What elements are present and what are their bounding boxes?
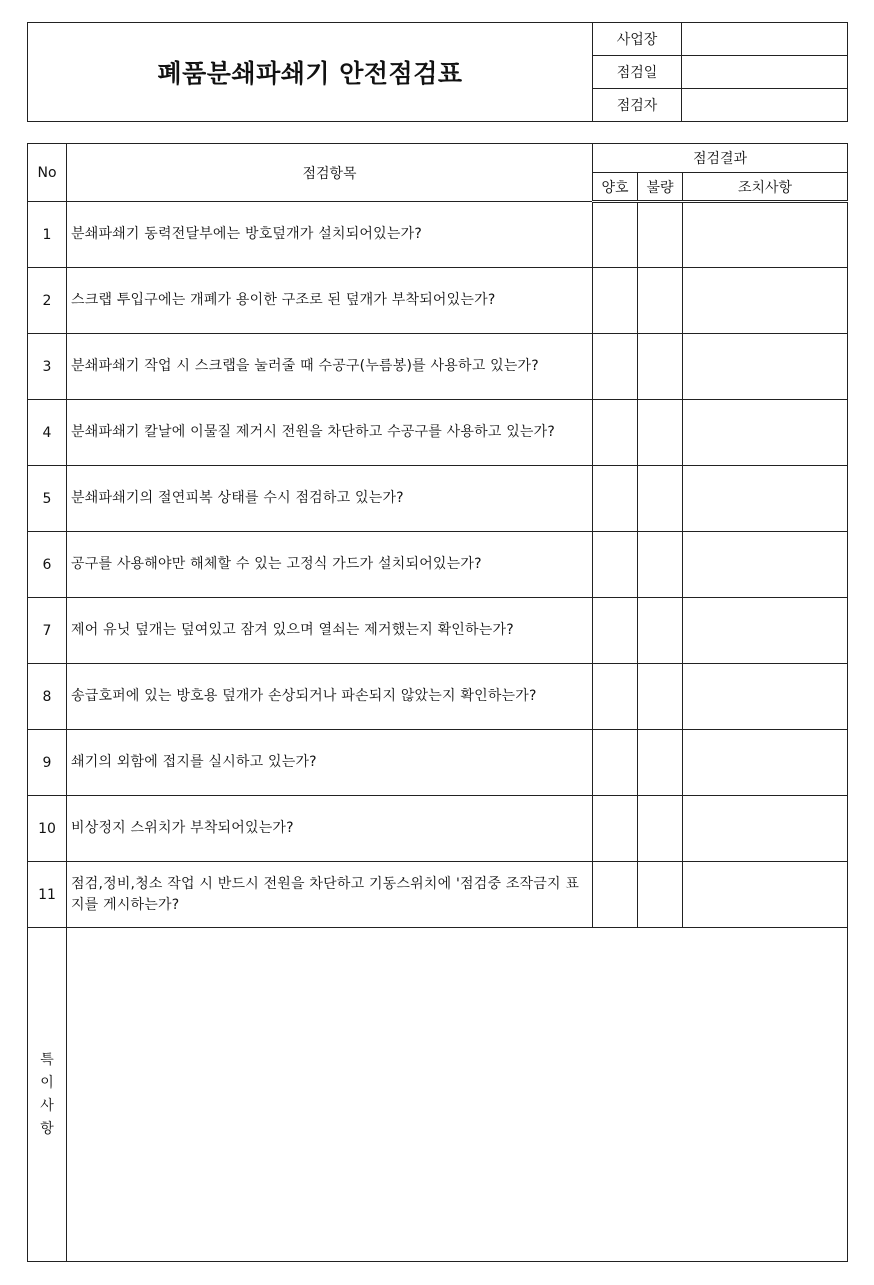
date-label: 점검일 — [593, 56, 682, 89]
table-row — [28, 334, 848, 400]
item-question: 송급호퍼에 있는 방호용 덮개가 손상되거나 파손되지 않았는지 확인하는가? — [67, 664, 593, 730]
good-cell[interactable] — [593, 466, 638, 532]
action-cell[interactable] — [683, 466, 848, 532]
action-cell[interactable] — [683, 862, 848, 928]
col-header-action: 조치사항 — [683, 173, 848, 202]
item-number: 1 — [28, 202, 67, 268]
bad-cell[interactable] — [638, 598, 683, 664]
item-number: 7 — [28, 598, 67, 664]
item-number: 9 — [28, 730, 67, 796]
table-row — [28, 202, 848, 268]
bad-cell[interactable] — [638, 334, 683, 400]
good-cell[interactable] — [593, 532, 638, 598]
table-row — [28, 598, 848, 664]
table-row — [28, 730, 848, 796]
good-cell[interactable] — [593, 862, 638, 928]
action-cell[interactable] — [683, 664, 848, 730]
action-cell[interactable] — [683, 598, 848, 664]
table-row — [28, 664, 848, 730]
item-question: 분쇄파쇄기 동력전달부에는 방호덮개가 설치되어있는가? — [67, 202, 593, 268]
col-header-bad: 불량 — [638, 173, 683, 202]
item-question: 제어 유닛 덮개는 덮여있고 잠겨 있으며 열쇠는 제거했는지 확인하는가? — [67, 598, 593, 664]
item-question: 스크랩 투입구에는 개폐가 용이한 구조로 된 덮개가 부착되어있는가? — [67, 268, 593, 334]
item-number: 11 — [28, 862, 67, 928]
item-number: 3 — [28, 334, 67, 400]
col-header-item: 점검항목 — [67, 144, 593, 202]
item-question: 점검,정비,청소 작업 시 반드시 전원을 차단하고 기동스위치에 '점검중 조작금지 표지를 게시하는가? — [67, 862, 593, 928]
site-label: 사업장 — [593, 23, 682, 56]
site-field[interactable] — [682, 23, 848, 56]
table-row — [28, 532, 848, 598]
checklist-table — [27, 143, 848, 1262]
good-cell[interactable] — [593, 598, 638, 664]
good-cell[interactable] — [593, 268, 638, 334]
item-number: 10 — [28, 796, 67, 862]
item-question: 분쇄파쇄기 칼날에 이물질 제거시 전원을 차단하고 수공구를 사용하고 있는가? — [67, 400, 593, 466]
item-number: 2 — [28, 268, 67, 334]
good-cell[interactable] — [593, 400, 638, 466]
item-number: 4 — [28, 400, 67, 466]
remarks-label: 특 이 사 항 — [28, 928, 67, 1262]
table-row — [28, 268, 848, 334]
item-question: 분쇄파쇄기의 절연피복 상태를 수시 점검하고 있는가? — [67, 466, 593, 532]
table-row — [28, 400, 848, 466]
remarks-field[interactable] — [67, 928, 848, 1262]
bad-cell[interactable] — [638, 268, 683, 334]
item-question: 쇄기의 외함에 접지를 실시하고 있는가? — [67, 730, 593, 796]
bad-cell[interactable] — [638, 202, 683, 268]
action-cell[interactable] — [683, 202, 848, 268]
inspector-field[interactable] — [682, 89, 848, 122]
action-cell[interactable] — [683, 532, 848, 598]
item-number: 6 — [28, 532, 67, 598]
good-cell[interactable] — [593, 664, 638, 730]
table-row — [28, 862, 848, 928]
item-question: 비상정지 스위치가 부착되어있는가? — [67, 796, 593, 862]
col-header-good: 양호 — [593, 173, 638, 202]
good-cell[interactable] — [593, 796, 638, 862]
col-header-result: 점검결과 — [593, 144, 848, 173]
table-row — [28, 466, 848, 532]
item-number: 8 — [28, 664, 67, 730]
bad-cell[interactable] — [638, 664, 683, 730]
header-table — [27, 22, 848, 122]
table-row — [28, 796, 848, 862]
page-title: 폐품분쇄파쇄기 안전점검표 — [28, 23, 593, 122]
good-cell[interactable] — [593, 334, 638, 400]
action-cell[interactable] — [683, 730, 848, 796]
action-cell[interactable] — [683, 796, 848, 862]
inspector-label: 점검자 — [593, 89, 682, 122]
good-cell[interactable] — [593, 730, 638, 796]
bad-cell[interactable] — [638, 466, 683, 532]
action-cell[interactable] — [683, 334, 848, 400]
item-question: 분쇄파쇄기 작업 시 스크랩을 눌러줄 때 수공구(누름봉)를 사용하고 있는가? — [67, 334, 593, 400]
col-header-no: No — [28, 144, 67, 202]
bad-cell[interactable] — [638, 796, 683, 862]
good-cell[interactable] — [593, 202, 638, 268]
item-number: 5 — [28, 466, 67, 532]
item-question: 공구를 사용해야만 해체할 수 있는 고정식 가드가 설치되어있는가? — [67, 532, 593, 598]
action-cell[interactable] — [683, 400, 848, 466]
bad-cell[interactable] — [638, 532, 683, 598]
remarks-row — [28, 928, 848, 1262]
bad-cell[interactable] — [638, 730, 683, 796]
action-cell[interactable] — [683, 268, 848, 334]
bad-cell[interactable] — [638, 400, 683, 466]
date-field[interactable] — [682, 56, 848, 89]
bad-cell[interactable] — [638, 862, 683, 928]
